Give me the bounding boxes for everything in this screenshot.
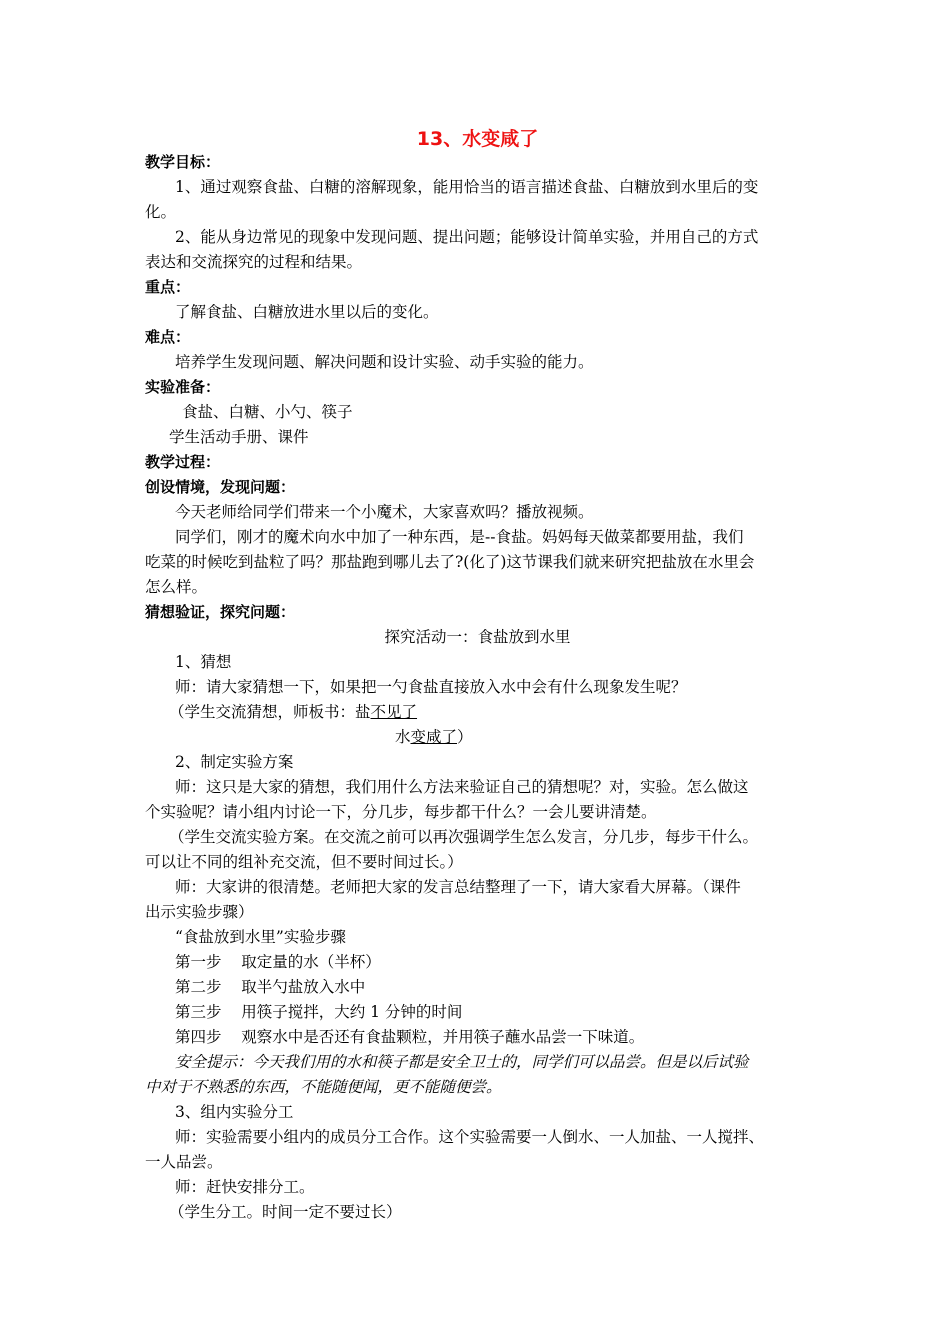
teacher-question-2-line-2: 个实验呢？请小组内讨论一下，分几步，每步都干什么？一会儿要讲清楚。 <box>145 803 657 821</box>
note-1-line-1: （学生交流实验方案。在交流之前可以再次强调学生怎么发言，分几步，每步干什么。 <box>169 828 759 846</box>
scenario-paragraph-2-line-3: 怎么样。 <box>145 578 208 596</box>
blackboard-note-line-1 <box>169 700 417 724</box>
objective-2-line-2: 表达和交流探究的过程和结果。 <box>145 253 363 271</box>
teacher-question-1: 师：请大家猜想一下，如果把一勺食盐直接放入水中会有什么现象发生呢？ <box>175 678 687 696</box>
safety-tip-line-2: 中对于不熟悉的东西，不能随便闻，更不能随便尝。 <box>145 1078 502 1096</box>
key-point-text: 了解食盐、白糖放进水里以后的变化。 <box>175 303 439 321</box>
step-3-label: 3、组内实验分工 <box>175 1103 294 1121</box>
teacher-question-2-line-1: 师：这只是大家的猜想，我们用什么方法来验证自己的猜想呢？对，实验。怎么做这 <box>175 778 749 796</box>
teacher-question-3-line-1: 师：大家讲的很清楚。老师把大家的发言总结整理了一下，请大家看大屏幕。（课件 <box>175 878 741 896</box>
objective-2-line-1: 2、能从身边常见的现象中发现问题、提出问题；能够设计简单实验，并用自己的方式 <box>175 228 759 246</box>
experiment-step: 第四步 观察水中是否还有食盐颗粒，并用筷子蘸水品尝一下味道。 <box>175 1028 645 1046</box>
teacher-question-5: 师：赶快安排分工。 <box>175 1178 315 1196</box>
blackboard-underlined-2: 变咸了 <box>410 728 458 746</box>
step-2-label: 2、制定实验方案 <box>175 753 294 771</box>
experiment-step: 第一步 取定量的水（半杯） <box>175 953 381 971</box>
note-2: （学生分工。时间一定不要过长） <box>169 1203 402 1221</box>
document-title: 13、水变咸了 <box>416 128 539 150</box>
step-1-label: 1、猜想 <box>175 653 232 671</box>
objective-1-line-1: 1、通过观察食盐、白糖的溶解现象，能用恰当的语言描述食盐、白糖放到水里后的变 <box>175 178 759 196</box>
teacher-question-4-line-2: 一人品尝。 <box>145 1153 223 1171</box>
experiment-step: 第三步 用筷子搅拌，大约 1 分钟的时间 <box>175 1003 463 1021</box>
process-heading: 教学过程： <box>145 453 221 471</box>
activity-title: 探究活动一：食盐放到水里 <box>384 628 571 646</box>
inquiry-heading: 猜想验证，探究问题： <box>145 603 296 621</box>
preparation-materials: 食盐、白糖、小勺、筷子 <box>182 403 353 421</box>
experiment-step: 第二步 取半勺盐放入水中 <box>175 978 366 996</box>
difficulty-text: 培养学生发现问题、解决问题和设计实验、动手实验的能力。 <box>175 353 594 371</box>
blackboard-suffix: ） <box>457 728 473 746</box>
preparation-resources: 学生活动手册、课件 <box>169 428 309 446</box>
key-point-heading: 重点： <box>145 278 191 296</box>
objective-1-line-2: 化。 <box>145 203 177 221</box>
blackboard-prefix: （学生交流猜想，师板书：盐 <box>169 703 371 721</box>
blackboard-note-line-2 <box>395 725 473 749</box>
objectives-heading: 教学目标： <box>145 153 221 171</box>
scenario-paragraph-2-line-1: 同学们，刚才的魔术向水中加了一种东西，是--食盐。妈妈每天做菜都要用盐，我们 <box>175 528 744 546</box>
steps-title: “食盐放到水里”实验步骤 <box>175 928 346 946</box>
difficulty-heading: 难点： <box>145 328 191 346</box>
note-1-line-2: 可以让不同的组补充交流，但不要时间过长。） <box>145 853 463 871</box>
scenario-paragraph-2-line-2: 吃菜的时候吃到盐粒了吗？那盐跑到哪儿去了?(化了)这节课我们就来研究把盐放在水里会 <box>145 553 755 571</box>
safety-tip-line-1: 安全提示：今天我们用的水和筷子都是安全卫士的，同学们可以品尝。但是以后试验 <box>175 1053 749 1071</box>
blackboard-underlined-1: 不见了 <box>370 703 418 721</box>
scenario-heading: 创设情境，发现问题： <box>145 478 296 496</box>
teacher-question-3-line-2: 出示实验步骤） <box>145 903 254 921</box>
scenario-paragraph-1: 今天老师给同学们带来一个小魔术，大家喜欢吗？播放视频。 <box>175 503 594 521</box>
blackboard-prefix-2: 水 <box>395 728 411 746</box>
preparation-heading: 实验准备： <box>145 378 221 396</box>
teacher-question-4-line-1: 师：实验需要小组内的成员分工合作。这个实验需要一人倒水、一人加盐、一人搅拌、 <box>175 1128 765 1146</box>
